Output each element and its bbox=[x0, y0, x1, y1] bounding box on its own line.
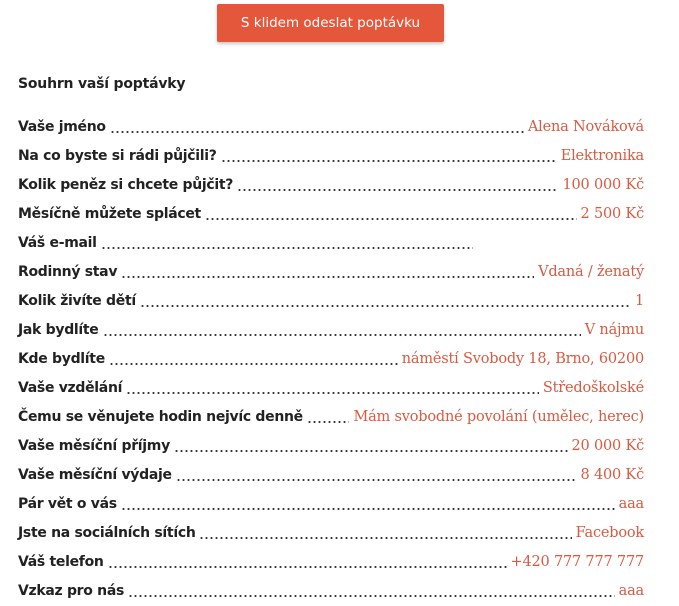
dotted-leader bbox=[121, 507, 615, 511]
summary-row-amount bbox=[18, 171, 644, 200]
dotted-leader bbox=[101, 246, 473, 250]
dotted-leader bbox=[237, 188, 558, 192]
summary-label: Vaše měsíční výdaje bbox=[18, 467, 172, 483]
summary-row-income bbox=[18, 432, 644, 461]
dotted-leader bbox=[103, 333, 581, 337]
dotted-leader bbox=[110, 130, 524, 134]
summary-label: Váš telefon bbox=[18, 554, 104, 570]
dotted-leader bbox=[205, 217, 577, 221]
summary-label: Kolik živíte dětí bbox=[18, 293, 136, 309]
summary-value: 2 500 Kč bbox=[580, 206, 644, 222]
summary-row-monthly-payment bbox=[18, 200, 644, 229]
summary-row-housing bbox=[18, 316, 644, 345]
summary-value: 100 000 Kč bbox=[562, 177, 644, 193]
summary-row-expenses bbox=[18, 461, 644, 490]
dotted-leader bbox=[176, 478, 577, 482]
summary-row-social bbox=[18, 519, 644, 548]
summary-label: Váš e-mail bbox=[18, 235, 97, 251]
summary-label: Rodinný stav bbox=[18, 264, 118, 280]
summary-row-education bbox=[18, 374, 644, 403]
summary-row-about bbox=[18, 490, 644, 519]
summary-label: Jste na sociálních sítích bbox=[18, 525, 196, 541]
summary-row-occupation bbox=[18, 403, 644, 432]
summary-value: 20 000 Kč bbox=[571, 438, 644, 454]
dotted-leader bbox=[108, 565, 507, 569]
summary-row-name bbox=[18, 113, 644, 142]
summary-title: Souhrn vaší poptávky bbox=[18, 76, 186, 92]
dotted-leader bbox=[126, 391, 539, 395]
summary-row-message bbox=[18, 577, 644, 606]
summary-value: aaa bbox=[618, 496, 644, 512]
summary-value: Facebook bbox=[575, 525, 644, 541]
summary-row-address bbox=[18, 345, 644, 374]
summary-value: náměstí Svobody 18, Brno, 60200 bbox=[401, 351, 644, 367]
summary-value: +420 777 777 777 bbox=[510, 554, 644, 570]
summary-value: 8 400 Kč bbox=[580, 467, 644, 483]
summary-row-email bbox=[18, 229, 644, 258]
summary-label: Pár vět o vás bbox=[18, 496, 117, 512]
summary-row-marital-status bbox=[18, 258, 644, 287]
dotted-leader bbox=[121, 275, 534, 279]
summary-label: Kde bydlíte bbox=[18, 351, 105, 367]
summary-label: Kolik peněz si chcete půjčit? bbox=[18, 177, 234, 193]
summary-label: Jak bydlíte bbox=[18, 322, 99, 338]
summary-value: V nájmu bbox=[584, 322, 644, 338]
summary-list bbox=[18, 113, 644, 606]
summary-value: Alena Nováková bbox=[527, 119, 644, 135]
summary-row-purpose bbox=[18, 142, 644, 171]
dotted-leader bbox=[128, 594, 615, 598]
dotted-leader bbox=[221, 159, 557, 163]
summary-label: Vaše vzdělání bbox=[18, 380, 123, 396]
dotted-leader bbox=[109, 362, 398, 366]
dotted-leader bbox=[199, 536, 571, 540]
summary-value: Mám svobodné povolání (umělec, herec) bbox=[353, 409, 644, 425]
summary-value: 1 bbox=[634, 293, 644, 309]
summary-label: Na co byste si rádi půjčili? bbox=[18, 148, 217, 164]
summary-row-phone bbox=[18, 548, 644, 577]
summary-value: Vdaná / ženatý bbox=[538, 264, 644, 280]
summary-label: Vaše jméno bbox=[18, 119, 106, 135]
summary-value: aaa bbox=[618, 583, 644, 599]
dotted-leader bbox=[174, 449, 568, 453]
submit-request-button[interactable]: S klidem odeslat poptávku bbox=[217, 4, 444, 42]
summary-row-children bbox=[18, 287, 644, 316]
summary-label: Vzkaz pro nás bbox=[18, 583, 125, 599]
summary-label: Čemu se věnujete hodin nejvíc denně bbox=[18, 409, 303, 425]
summary-label: Měsíčně můžete splácet bbox=[18, 206, 201, 222]
dotted-leader bbox=[140, 304, 631, 308]
summary-value: Elektronika bbox=[560, 148, 644, 164]
summary-value: Středoškolské bbox=[542, 380, 644, 396]
dotted-leader bbox=[307, 420, 350, 424]
summary-label: Vaše měsíční příjmy bbox=[18, 438, 170, 454]
